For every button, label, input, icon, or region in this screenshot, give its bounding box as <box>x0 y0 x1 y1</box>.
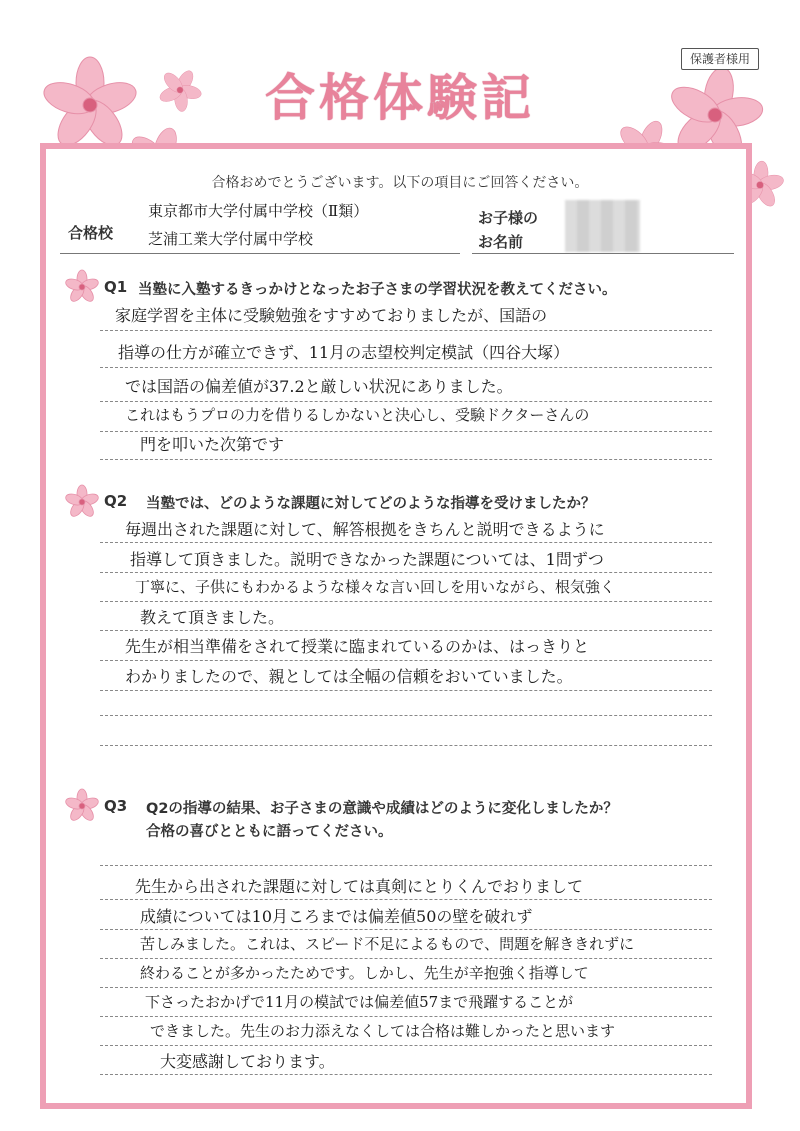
q2-number: Q2 <box>104 492 128 510</box>
q3-number: Q3 <box>104 797 128 815</box>
q3-rule-0 <box>100 865 712 866</box>
q1-rule-2 <box>100 367 712 368</box>
redacted-name <box>565 200 640 252</box>
q2-answer-line-2: 指導して頂きました。説明できなかった課題については、1問ずつ <box>130 550 604 569</box>
child-name-label-1: お子様の <box>478 209 539 227</box>
q1-rule-5 <box>100 459 712 460</box>
q1-answer-line-5: 門を叩いた次第です <box>140 435 285 454</box>
name-underline <box>472 253 734 254</box>
q1-rule-1 <box>100 330 712 331</box>
q3-question-line-1: Q2の指導の結果、お子さまの意識や成績はどのように変化しましたか？ <box>146 801 618 817</box>
q2-rule-7 <box>100 715 712 716</box>
q3-answer-line-5: 下さったおかげで11月の模試では偏差値57まで飛躍することが <box>145 993 574 1011</box>
child-name-label-2: お名前 <box>478 233 524 251</box>
q1-answer-line-2: 指導の仕方が確立できず、11月の志望校判定模試（四谷大塚） <box>118 343 570 362</box>
q3-rule-7 <box>100 1074 712 1075</box>
q3-rule-3 <box>100 958 712 959</box>
q2-question: 当塾では、どのような課題に対してどのような指導を受けましたか？ <box>146 496 596 512</box>
q3-answer-line-4: 終わることが多かったためです。しかし、先生が辛抱強く指導して <box>140 964 589 982</box>
school-value-1: 東京都市大学付属中学校（Ⅱ類） <box>148 202 369 220</box>
q1-answer-line-4: これはもうプロの力を借りるしかないと決心し、受験ドクターさんの <box>125 406 590 424</box>
q3-rule-1 <box>100 899 712 900</box>
q2-answer-line-4: 教えて頂きました。 <box>140 608 285 627</box>
q2-rule-8 <box>100 745 712 746</box>
page-title: 合格体験記 <box>265 68 535 127</box>
q3-answer-line-7: 大変感謝しております。 <box>160 1052 335 1071</box>
q3-flower-icon <box>63 787 101 825</box>
q1-flower-icon <box>63 268 101 306</box>
q2-flower-icon <box>63 483 101 521</box>
q3-answer-line-2: 成績については10月ころまでは偏差値50の壁を破れず <box>140 907 533 926</box>
q1-answer-line-3: では国語の偏差値が37.2と厳しい状況にありました。 <box>125 377 513 396</box>
q2-rule-6 <box>100 690 712 691</box>
q2-answer-line-1: 毎週出された課題に対して、解答根拠をきちんと説明できるように <box>125 520 605 539</box>
q3-question-line-2: 合格の喜びとともに語ってください。 <box>146 824 393 840</box>
q2-rule-5 <box>100 660 712 661</box>
q3-rule-5 <box>100 1016 712 1017</box>
q3-rule-4 <box>100 987 712 988</box>
school-underline <box>60 253 460 254</box>
q2-answer-line-3: 丁寧に、子供にもわかるような様々な言い回しを用いながら、根気強く <box>135 578 616 596</box>
school-label: 合格校 <box>68 224 114 242</box>
q3-answer-line-3: 苦しみました。これは、スピード不足によるもので、問題を解ききれずに <box>140 935 635 953</box>
q2-rule-1 <box>100 542 712 543</box>
q1-question: 当塾に入塾するきっかけとなったお子さまの学習状況を教えてください。 <box>138 282 617 298</box>
q1-rule-3 <box>100 401 712 402</box>
q3-answer-line-6: できました。先生のお力添えなくしては合格は難しかったと思います <box>150 1022 616 1040</box>
q1-answer-line-1: 家庭学習を主体に受験勉強をすすめておりましたが、国語の <box>115 306 548 325</box>
q2-rule-2 <box>100 572 712 573</box>
greeting-text: 合格おめでとうございます。以下の項目にご回答ください。 <box>211 175 589 191</box>
parent-use-badge: 保護者様用 <box>681 48 759 70</box>
q3-answer-line-1: 先生から出された課題に対しては真剣にとりくんでおりまして <box>135 877 584 896</box>
q2-rule-4 <box>100 630 712 631</box>
q3-rule-2 <box>100 929 712 930</box>
q2-answer-line-6: わかりましたので、親としては全幅の信頼をおいていました。 <box>125 667 573 686</box>
q3-rule-6 <box>100 1045 712 1046</box>
school-value-2: 芝浦工業大学付属中学校 <box>148 230 314 248</box>
q2-rule-3 <box>100 601 712 602</box>
q2-answer-line-5: 先生が相当準備をされて授業に臨まれているのかは、はっきりと <box>125 637 590 656</box>
q1-number: Q1 <box>104 278 128 296</box>
